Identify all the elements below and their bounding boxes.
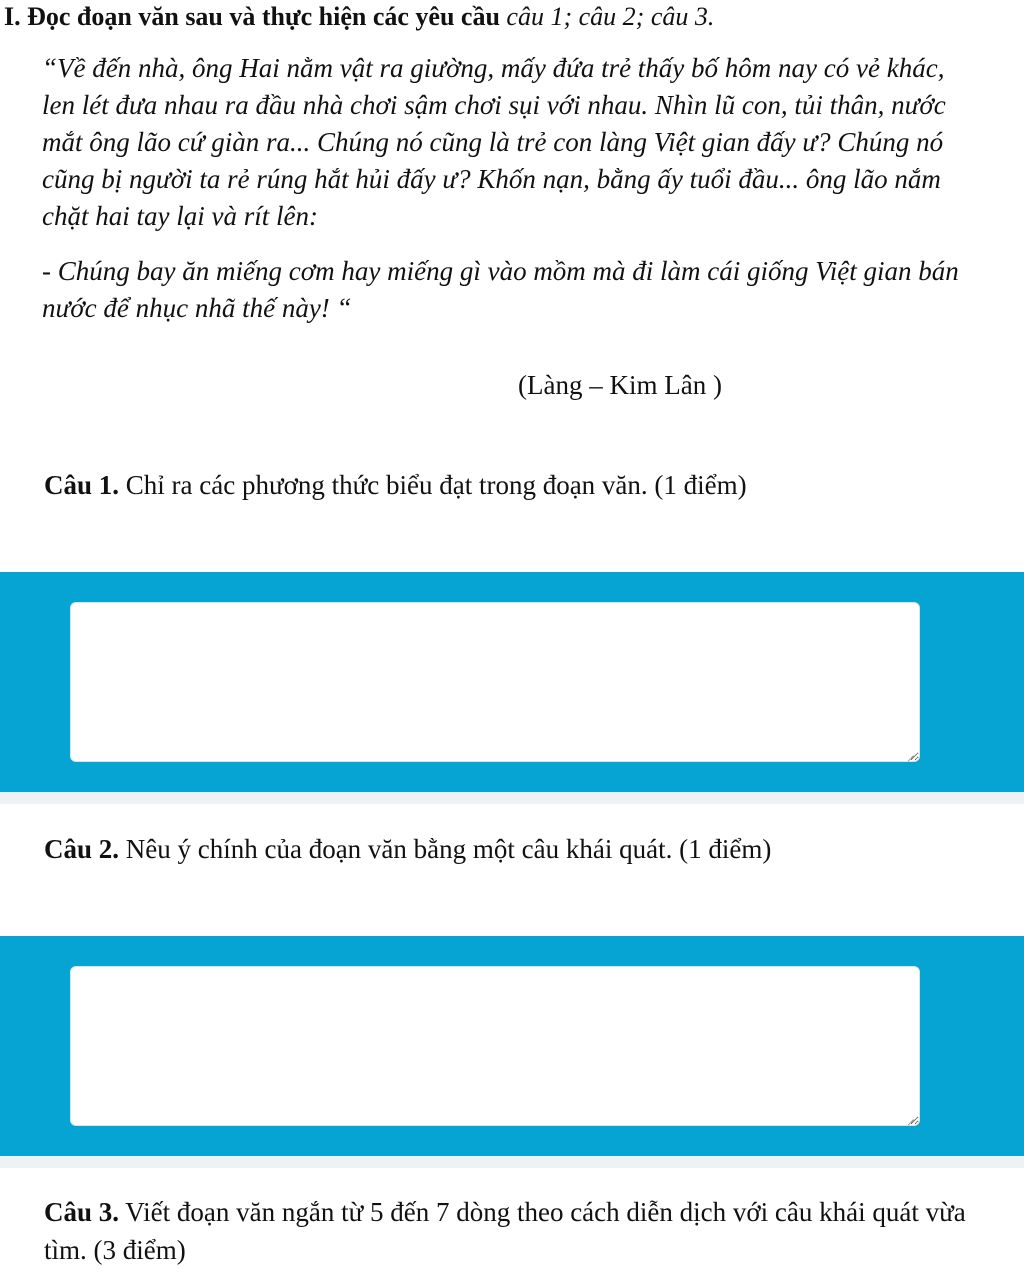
passage-paragraph-2: - Chúng bay ăn miếng cơm hay miếng gì vào mồm mà đi làm cái giống Việt gian bán nước để nhục nhã thế này! “ — [42, 256, 959, 323]
answer-panel-2 — [0, 936, 1024, 1156]
answer-input-2[interactable] — [70, 966, 920, 1126]
question-3-number: Câu 3. — [44, 1197, 120, 1227]
question-2 — [44, 830, 974, 868]
resize-handle-icon[interactable] — [906, 748, 914, 756]
section-divider — [0, 1156, 1024, 1168]
passage-paragraph-1: “Về đến nhà, ông Hai nằm vật ra giường, mấy đứa trẻ thấy bố hôm nay có vẻ khác, len lét đưa nhau ra đầu nhà chơi sậm chơi sụi với nhau. Nhìn lũ con, tủi thân, nước mắt ông lão cứ giàn ra... Chúng nó cũng là trẻ con làng Việt gian đấy ư? Chúng nó cũng bị người ta rẻ rúng hắt hủi đấy ư? Khốn nạn, bằng ấy tuổi đầu... ông lão nắm chặt hai tay lại và rít lên: — [42, 53, 946, 231]
section-divider — [0, 792, 1024, 804]
question-3-text: Viết đoạn văn ngắn từ 5 đến 7 dòng theo cách diễn dịch với câu khái quát vừa tìm. (3 điểm) — [44, 1197, 966, 1265]
question-3 — [44, 1193, 974, 1269]
instruction-tail: câu 1; câu 2; câu 3. — [499, 2, 715, 31]
instruction-heading — [4, 2, 1014, 32]
question-1 — [44, 466, 974, 504]
question-2-text: Nêu ý chính của đoạn văn bằng một câu khái quát. (1 điểm) — [119, 834, 772, 864]
answer-input-1[interactable] — [70, 602, 920, 762]
question-1-text: Chỉ ra các phương thức biểu đạt trong đoạn văn. (1 điểm) — [119, 470, 747, 500]
instruction-lead: I. Đọc đoạn văn sau và thực hiện các yêu cầu — [4, 2, 500, 31]
passage-source: (Làng – Kim Lân ) — [518, 370, 722, 400]
question-2-number: Câu 2. — [44, 834, 120, 864]
reading-passage — [42, 50, 972, 327]
question-1-number: Câu 1. — [44, 470, 120, 500]
answer-panel-1 — [0, 572, 1024, 792]
resize-handle-icon[interactable] — [906, 1112, 914, 1120]
